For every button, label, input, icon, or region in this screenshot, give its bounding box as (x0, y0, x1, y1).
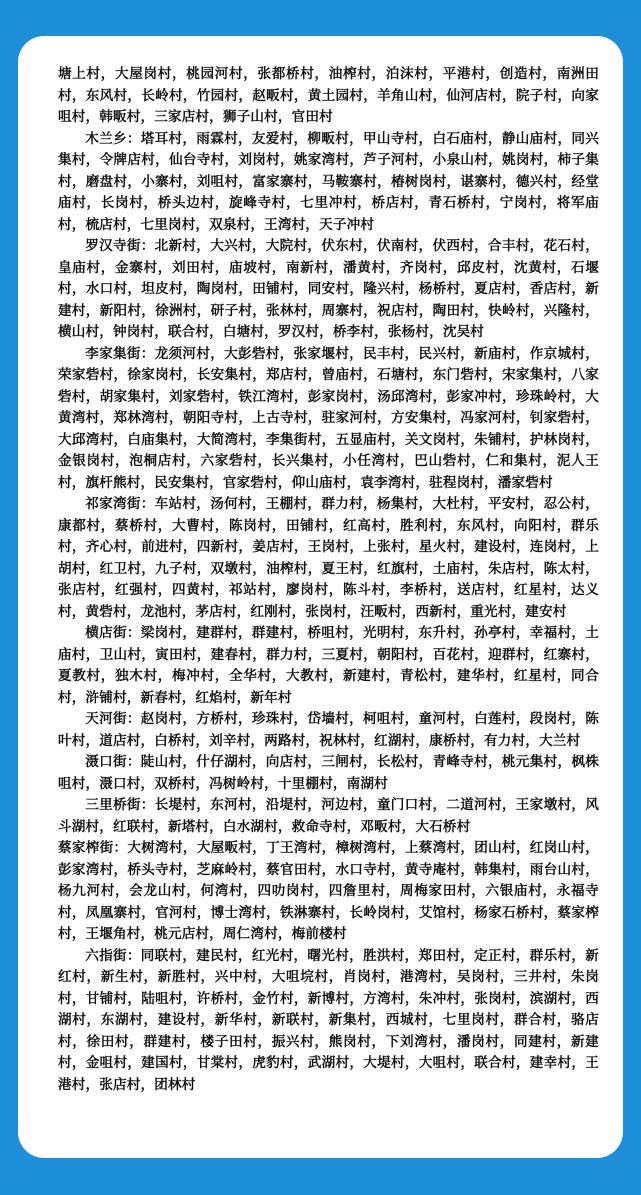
paragraph-mulan: 木兰乡：塔耳村，雨霖村，友爱村，柳畈村，甲山寺村，白石庙村，静山庙村，同兴集村，令牌店村，仙台寺村，刘岗村，姚家湾村，芦子河村，小泉山村，姚岗村，柿子集村，磨盘村，小寨村，刘咀村，富家寨村，马鞍寨村，椿树岗村，谌寨村，德兴村，经堂庙村，长岗村，桥头边村，旋峰寺村，七里冲村，桥店村，青石桥村，宁岗村，将军庙村，梳店村，七里岗村，双泉村，王湾村，天子冲村 (58, 130, 599, 233)
paragraph-qijiawan: 祁家湾街：车站村，汤何村，王棚村，群力村，杨集村，大杜村，平安村，忍公村，康都村，蔡桥村，大曹村，陈岗村，田铺村，红高村，胜利村，东风村，向阳村，群乐村，齐心村，前进村，四新村，姜店村，王岗村，上张村，星火村，建设村，连岗村，上胡村，红卫村，九子村，双墩村，油榨村，夏王村，红旗村，土庙村，朱店村，陈太村，张店村，红强村，四黄村，祁站村，廖岗村，陈斗村，李桥村，送店村，红星村，达义村，黄砦村，龙池村，茅店村，红刚村，张岗村，汪畈村，西新村，重光村，建安村 (58, 496, 599, 620)
paragraph-shekou: 滠口街：陡山村，什仔湖村，向店村，三闸村，长松村，青峰寺村，桃元集村，枫株咀村，滠口村，双桥村，冯树岭村，十里棚村，南湖村 (58, 754, 599, 792)
paragraph-caijiazha: 蔡家榨街：大树湾村，大屋畈村，丁王湾村，樟树湾村，上蔡湾村，团山村，红岗山村，彭家湾村，桥头寺村，芝麻岭村，蔡官田村，水口寺村，黄寺庵村，韩集村，雨台山村，杨九河村，会龙山村，何湾村，四叻岗村，四詹里村，周梅家田村，六银庙村，永福寺村，凤凰寨村，官河村，博士湾村，铁淋寨村，长岭岗村，艾馆村，杨家石桥村，蔡家榨村，王堰角村，桃元店村，周仁湾村，梅前楼村 (58, 840, 599, 942)
paragraph-hengdian: 横店街：梁岗村，建群村，群建村，桥咀村，光明村，东升村，孙亭村，幸福村，土庙村，卫山村，寅田村，建春村，群力村，三夏村，朝阳村，百花村，迎群村，红寨村，夏教村，独木村，梅冲村，全华村，大教村，新建村，青松村，建华村，红星村，同合村，浒铺村，新春村，红焰村，新年村 (58, 625, 599, 706)
paragraph-continued: 塘上村，大屋岗村，桃园河村，张都桥村，油榨村，泊沫村，平港村，创造村，南洲田村，东风村，长岭村，竹园村，赵畈村，黄土园村，羊角山村，仙河店村，院子村，向家咀村，韩畈村，三家店村，狮子山村，官田村 (58, 66, 599, 125)
paragraph-sanliqiao: 三里桥街：长堤村，东河村，沿堤村，河边村，童门口村，二道河村，王家墩村，风斗湖村，红联村，新塔村，白水湖村，救命寺村，邓畈村，大石桥村 (58, 797, 599, 835)
content-card (18, 36, 623, 1158)
paragraph-luohansi: 罗汉寺街：北新村，大兴村，大院村，伏东村，伏南村，伏西村，合丰村，花石村，皇庙村，金寨村，刘田村，庙坡村，南新村，潘黄村，齐岗村，邱皮村，沈黄村，石堰村，水口村，坦皮村，陶岗村，田铺村，同安村，隆兴村，杨桥村，夏店村，香店村，新建村，新阳村，徐洲村，研子村，张林村，周寨村，祝店村，陶田村，快岭村，兴隆村，横山村，钟岗村，联合村，白塘村，罗汉村，桥李村，张杨村，沈吴村 (58, 238, 599, 340)
paragraph-tianhe: 天河街：赵岗村，方桥村，珍珠村，岱墙村，柯咀村，童河村，白莲村，段岗村，陈叶村，道店村，白桥村，刘辛村，两路村，祝林村，红湖村，康桥村，有力村，大兰村 (58, 711, 599, 749)
paragraph-lijiaji: 李家集街：龙须河村，大彭砦村，张家堰村，民丰村，民兴村，新庙村，作京城村，荣家砦村，徐家岗村，长安集村，郑店村，曾庙村，石塘村，东门砦村，宋家集村，八家砦村，胡家集村，刘家砦村，铁江湾村，彭家岗村，汤邱湾村，彭家冲村，珍珠岭村，大黄湾村，郑林湾村，朝阳寺村，上古寺村，驻家河村，方安集村，冯家河村，钊家砦村，大邱湾村，白庙集村，大简湾村，李集街村，五显庙村，关文岗村，朱铺村，护林岗村，金银岗村，泡桐店村，六家砦村，长兴集村，小任湾村，巴山砦村，仁和集村，泥人王村，旗杆熊村，民安集村，官家砦村，仰山庙村，袁李湾村，驻程岗村，潘家砦村 (58, 345, 599, 491)
paragraph-liuzhi: 六指街：同联村，建民村，红光村，曙光村，胜洪村，郑田村，定正村，群乐村，新红村，新生村，新胜村，兴中村，大咀垸村，肖岗村，港湾村，吴岗村，三井村，朱岗村，甘铺村，陆咀村，许桥村，金竹村，新博村，方湾村，朱冲村，张岗村，滨湖村，西湖村，东湖村，建设村，新华村，新联村，新集村，西城村，七里岗村，群合村，骆店村，徐田村，群建村，楼子田村，振兴村，熊岗村，下刘湾村，潘岗村，同建村，新建村，金咀村，建国村，甘棠村，虎豹村，武湖村，大堤村，大咀村，联合村，建幸村，王港村，张店村，团林村 (58, 947, 599, 1093)
